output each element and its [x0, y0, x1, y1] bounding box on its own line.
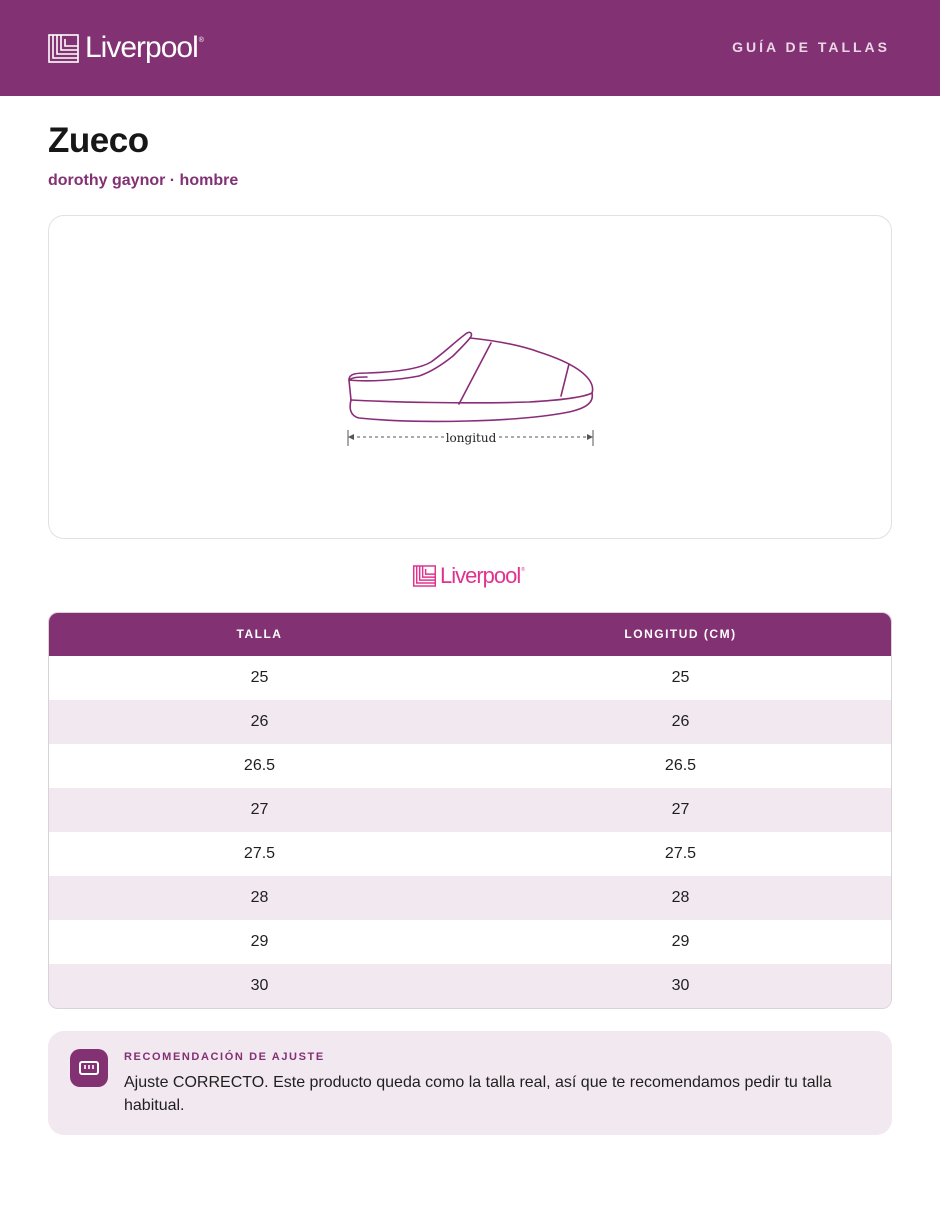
size-cell: 26 — [250, 713, 269, 730]
table-row — [49, 832, 891, 876]
table-row — [49, 920, 891, 964]
length-cell: 28 — [671, 889, 690, 906]
table-row — [49, 656, 891, 700]
table-header — [49, 613, 891, 656]
size-guide-link[interactable]: GUÍA DE TALLAS — [732, 39, 890, 55]
registered-mark: ® — [521, 567, 525, 573]
size-cell: 26.5 — [243, 757, 276, 774]
size-cell: 25 — [250, 669, 269, 686]
table-row — [49, 700, 891, 744]
length-cell: 25 — [671, 669, 690, 686]
length-cell: 27.5 — [664, 845, 697, 862]
size-cell: 27.5 — [243, 845, 276, 862]
length-cell: 26 — [671, 713, 690, 730]
length-cell: 30 — [671, 977, 690, 994]
product-diagram-card — [48, 215, 892, 539]
table-row — [49, 744, 891, 788]
clog-outline-illustration — [49, 216, 893, 540]
size-cell: 30 — [250, 977, 269, 994]
size-table — [48, 612, 892, 1009]
table-body — [49, 656, 891, 1008]
arrow-right-icon — [587, 434, 593, 440]
measure-label: longitud — [445, 431, 497, 445]
recommendation-label: RECOMENDACIÓN DE AJUSTE — [124, 1051, 325, 1063]
fit-recommendation — [48, 1031, 892, 1135]
liverpool-logo-icon — [48, 34, 79, 63]
watermark-logo — [413, 561, 525, 591]
column-header-length: LONGITUD (CM) — [624, 627, 737, 641]
size-cell: 28 — [250, 889, 269, 906]
column-header-size: TALLA — [236, 627, 283, 641]
registered-mark: ® — [198, 36, 204, 44]
size-cell: 27 — [250, 801, 269, 818]
length-cell: 27 — [671, 801, 690, 818]
table-row — [49, 964, 891, 1008]
page-title: Zueco — [48, 121, 149, 160]
ruler-icon — [70, 1049, 108, 1087]
recommendation-text: Ajuste CORRECTO. Este producto queda como la talla real, así que te recomendamos pedir tu talla habitual. — [124, 1074, 832, 1114]
brand-logo[interactable] — [48, 31, 204, 65]
liverpool-logo-icon — [413, 565, 436, 587]
table-row — [49, 788, 891, 832]
watermark-brand-name: Liverpool — [440, 563, 521, 588]
product-subtitle: dorothy gaynor · hombre — [48, 172, 239, 189]
size-cell: 29 — [250, 933, 269, 950]
brand-name: Liverpool — [85, 31, 198, 64]
top-bar — [0, 0, 940, 96]
length-cell: 26.5 — [664, 757, 697, 774]
arrow-left-icon — [348, 434, 354, 440]
length-cell: 29 — [671, 933, 690, 950]
table-row — [49, 876, 891, 920]
